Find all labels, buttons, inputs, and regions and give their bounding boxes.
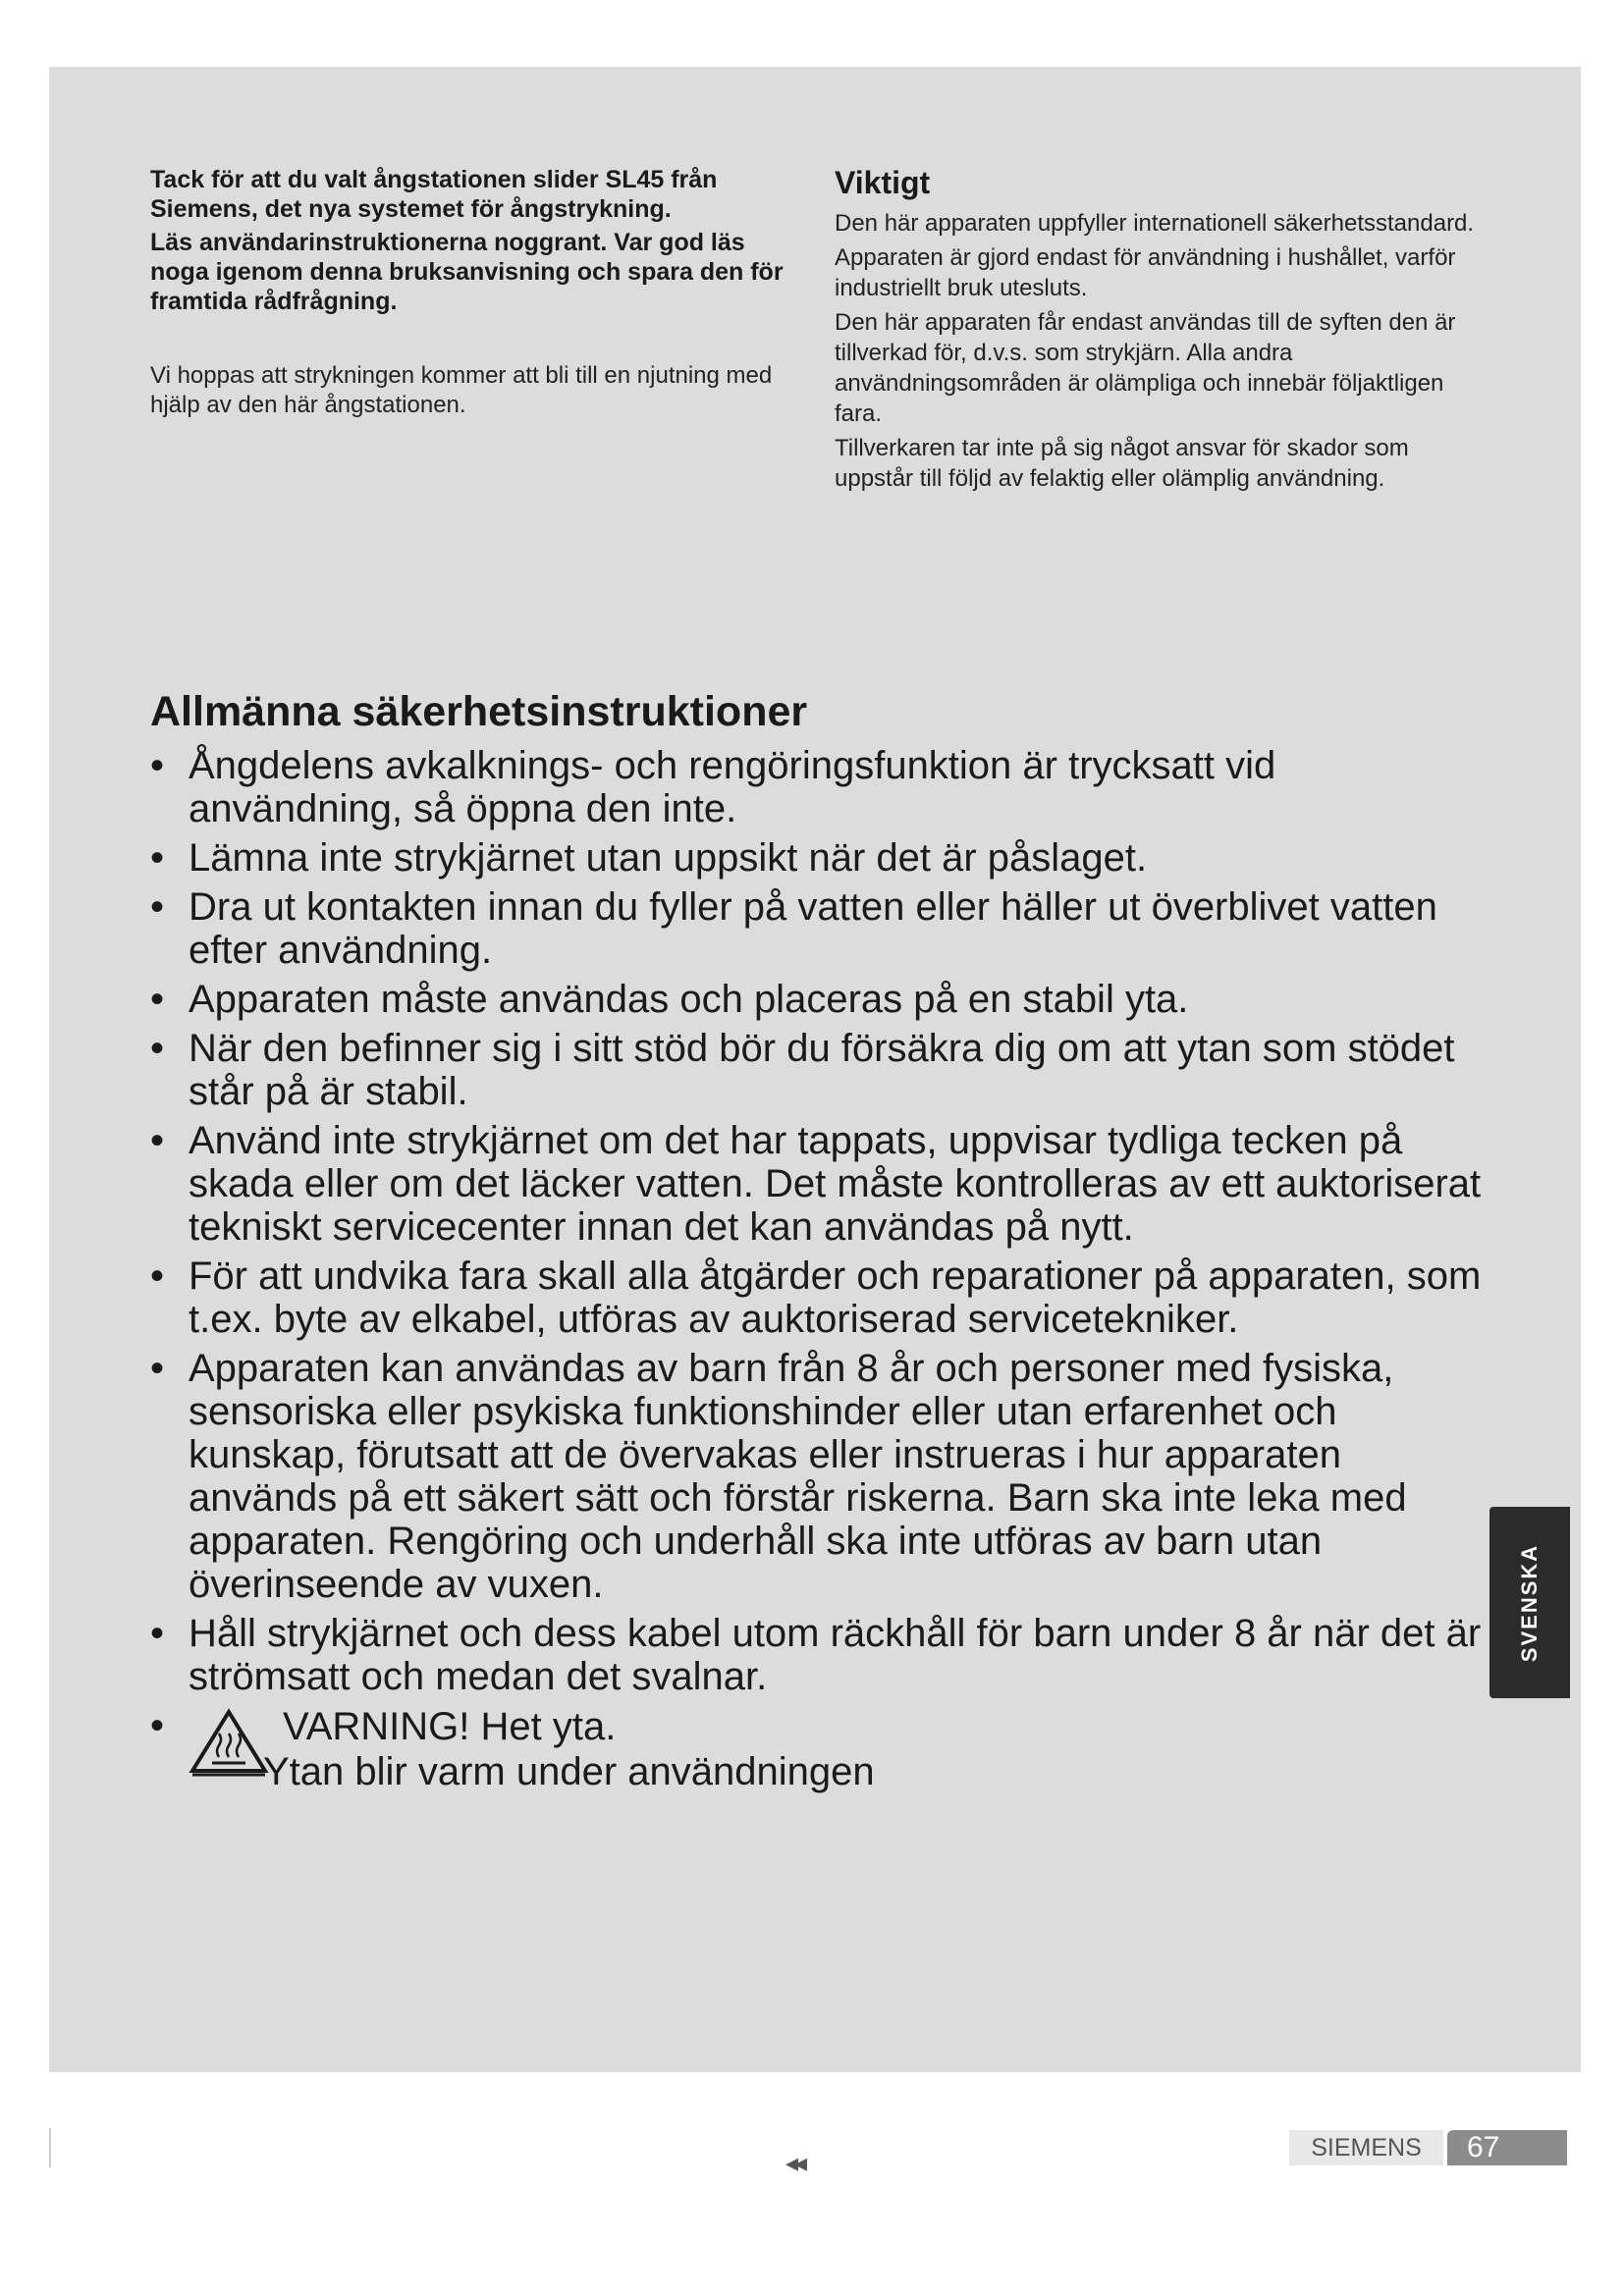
intro-enjoy: Vi hoppas att strykningen kommer att bli till en njutning med hjälp av den här ångstationen. — [150, 362, 773, 418]
bullet: • — [150, 744, 165, 787]
safety-item: • Apparaten kan användas av barn från 8 år och personer med fysiska, sensoriska eller psykiska funktionshinder eller utan erfarenhet och kunskap, förutsatt att de övervakas eller instrueras i hur apparaten används på ett säkert sätt och förstår riskerna. Barn ska inte leka med apparaten. Rengöring och underhåll ska inte utföras av barn utan överinseende av vuxen. — [150, 1347, 1407, 1606]
bullet: • — [150, 1027, 165, 1070]
bullet: • — [150, 1347, 165, 1390]
bullet: • — [150, 836, 165, 880]
safety-item: • Ångdelens avkalknings- och rengöringsfunktion är trycksatt vid användning, så öppna den inte. — [150, 744, 1276, 830]
safety-item: • Håll strykjärnet och dess kabel utom räckhåll för barn under 8 år när det är strömsatt och medan det svalnar. — [150, 1612, 1482, 1698]
bullet: • — [150, 1119, 165, 1162]
important-paragraph: Apparaten är gjord endast för användning i hushållet, varför industriellt bruk utesluts. — [835, 244, 1456, 301]
page-number: 67 — [1447, 2130, 1567, 2165]
important-column — [835, 165, 1483, 498]
safety-item-warning — [150, 1704, 1486, 1794]
safety-item: • När den befinner sig i sitt stöd bör du försäkra dig om att ytan som stödet står på är stabil. — [150, 1027, 1455, 1113]
brand-label: SIEMENS — [1289, 2130, 1443, 2165]
footer-divider — [49, 2128, 51, 2167]
bullet: • — [150, 1612, 165, 1655]
intro-thanks: Tack för att du valt ångstationen slider SL45 från Siemens, det nya systemet för ångstrykning. — [150, 166, 718, 223]
intro-column — [150, 165, 798, 420]
safety-list — [150, 744, 1486, 1794]
safety-item: • Använd inte strykjärnet om det har tappats, uppvisar tydliga tecken på skada eller om det läcker vatten. Det måste kontrolleras av ett auktoriserat tekniskt servicecenter innan det kan användas på nytt. — [150, 1119, 1482, 1249]
important-paragraph: Den här apparaten uppfyller internationell säkerhetsstandard. — [835, 210, 1475, 237]
bullet: • — [150, 885, 165, 929]
previous-page-icon[interactable]: ◂◂ — [785, 2148, 804, 2177]
language-tab-label: SVENSKA — [1517, 1543, 1542, 1662]
important-heading: Viktigt — [835, 165, 931, 200]
bullet: • — [150, 1704, 165, 1747]
bullet: • — [150, 978, 165, 1021]
safety-item: • Apparaten måste användas och placeras på en stabil yta. — [150, 978, 1189, 1021]
safety-heading: Allmänna säkerhetsinstruktioner — [150, 688, 808, 735]
safety-item: • För att undvika fara skall alla åtgärder och reparationer på apparaten, som t.ex. byte av elkabel, utföras av auktoriserad servicetekniker. — [150, 1255, 1482, 1341]
intro-read-instructions: Läs användarinstruktionerna noggrant. Var god läs noga igenom denna bruksanvisning och spara den för framtida rådfrågning. — [150, 229, 784, 315]
safety-item: • Dra ut kontakten innan du fyller på vatten eller häller ut överblivet vatten efter användning. — [150, 885, 1437, 972]
warning-text: Ytan blir varm under användningen — [263, 1750, 875, 1793]
safety-section — [150, 687, 1486, 1800]
safety-item: • Lämna inte strykjärnet utan uppsikt när det är påslaget. — [150, 836, 1148, 880]
hot-surface-warning-icon — [189, 1708, 269, 1777]
warning-title: VARNING! Het yta. — [283, 1705, 617, 1748]
important-paragraph: Tillverkaren tar inte på sig något ansvar för skador som uppstår till följd av felaktig eller olämplig användning. — [835, 435, 1409, 492]
warning-block — [189, 1704, 1486, 1794]
language-tab[interactable] — [1489, 1507, 1570, 1698]
important-paragraph: Den här apparaten får endast användas till de syften den är tillverkad för, d.v.s. som strykjärn. Alla andra användningsområden är olämpliga och innebär följaktligen fara. — [835, 309, 1456, 427]
bullet: • — [150, 1255, 165, 1298]
